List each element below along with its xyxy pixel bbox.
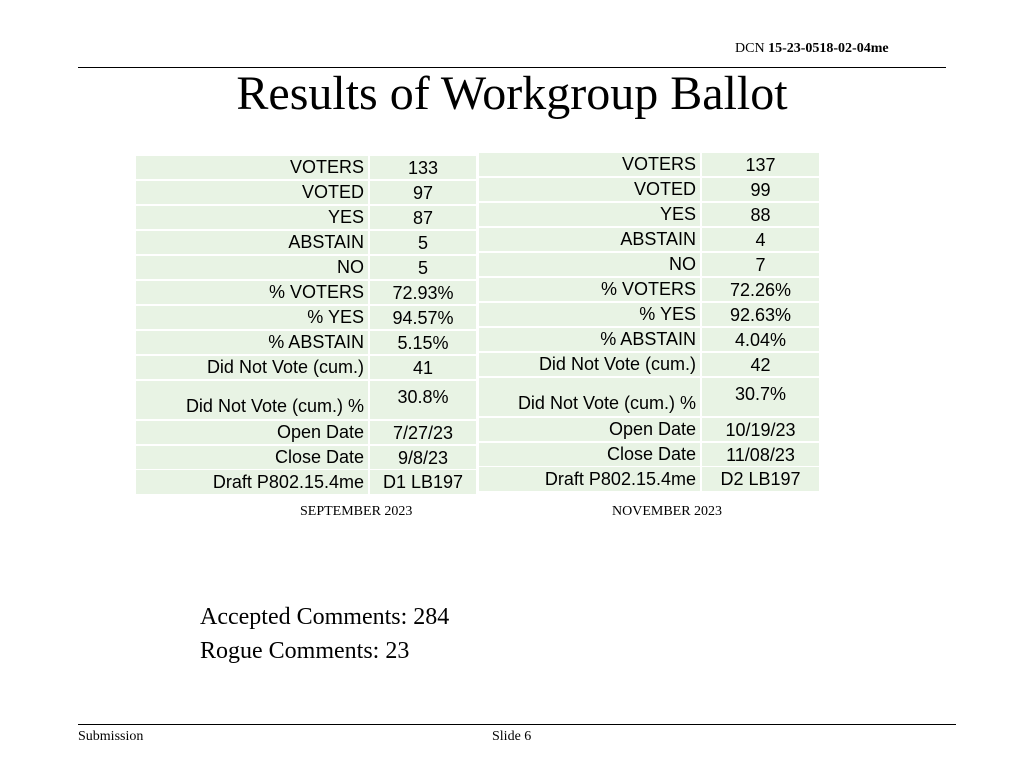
ballot-row-value: 92.63% bbox=[702, 303, 819, 326]
ballot-row-value: 87 bbox=[370, 206, 476, 229]
ballot-row-value: 97 bbox=[370, 181, 476, 204]
ballot-row-value: 42 bbox=[702, 353, 819, 376]
ballot-row bbox=[136, 206, 476, 229]
ballot-row-value: 5 bbox=[370, 256, 476, 279]
dcn-header bbox=[735, 41, 889, 57]
ballot-row-label: % ABSTAIN bbox=[479, 328, 702, 351]
ballot-row-value: 11/08/23 bbox=[702, 443, 819, 466]
footer-slide-number: Slide 6 bbox=[492, 729, 532, 744]
ballot-row bbox=[136, 421, 476, 444]
ballot-row bbox=[479, 278, 819, 301]
ballot-row-label: % VOTERS bbox=[136, 281, 370, 304]
ballot-row bbox=[479, 178, 819, 201]
ballot-row-value: 7 bbox=[702, 253, 819, 276]
ballot-row bbox=[136, 181, 476, 204]
ballot-row-label: VOTED bbox=[479, 178, 702, 201]
ballot-row-value: D2 LB197 bbox=[702, 467, 819, 491]
ballot-row-value: 133 bbox=[370, 156, 476, 179]
ballot-row bbox=[136, 381, 476, 419]
bottom-divider bbox=[78, 724, 956, 725]
slide-title: Results of Workgroup Ballot bbox=[236, 67, 788, 120]
ballot-row-label: % YES bbox=[479, 303, 702, 326]
ballot-row-label: Draft P802.15.4me bbox=[479, 467, 702, 491]
ballot-row-value: 30.7% bbox=[702, 378, 819, 416]
ballot-row-label: Did Not Vote (cum.) bbox=[479, 353, 702, 376]
ballot-row bbox=[479, 203, 819, 226]
ballot-row bbox=[136, 331, 476, 354]
rogue-comments: Rogue Comments: 23 bbox=[200, 638, 410, 664]
ballot-row-value: 5.15% bbox=[370, 331, 476, 354]
ballot-row bbox=[479, 353, 819, 376]
ballot-row-label: % VOTERS bbox=[479, 278, 702, 301]
ballot-row-label: VOTERS bbox=[136, 156, 370, 179]
ballot-row bbox=[479, 228, 819, 251]
ballot-row-value: 88 bbox=[702, 203, 819, 226]
ballot-row bbox=[479, 303, 819, 326]
ballot-row-label: Draft P802.15.4me bbox=[136, 470, 370, 494]
ballot-row bbox=[136, 256, 476, 279]
ballot-row-value: 9/8/23 bbox=[370, 446, 476, 469]
ballot-row bbox=[136, 356, 476, 379]
ballot-row-label: Did Not Vote (cum.) bbox=[136, 356, 370, 379]
ballot-row bbox=[479, 328, 819, 351]
ballot-table-september bbox=[136, 156, 476, 494]
ballot-row bbox=[136, 156, 476, 179]
ballot-row-label: ABSTAIN bbox=[136, 231, 370, 254]
ballot-row bbox=[136, 281, 476, 304]
ballot-row bbox=[479, 253, 819, 276]
ballot-row-label: VOTERS bbox=[479, 153, 702, 176]
ballot-row bbox=[136, 446, 476, 469]
ballot-row-value: 94.57% bbox=[370, 306, 476, 329]
ballot-row bbox=[479, 443, 819, 466]
ballot-table-november bbox=[479, 153, 819, 491]
ballot-row-label: % YES bbox=[136, 306, 370, 329]
ballot-row-label: Close Date bbox=[479, 443, 702, 466]
ballot-row bbox=[479, 467, 819, 491]
ballot-row-value: 137 bbox=[702, 153, 819, 176]
ballot-row bbox=[136, 306, 476, 329]
dcn-number: 15-23-0518-02-04me bbox=[768, 41, 889, 56]
ballot-row bbox=[136, 470, 476, 494]
ballot-row-value: 10/19/23 bbox=[702, 418, 819, 441]
caption-november: NOVEMBER 2023 bbox=[612, 504, 723, 519]
ballot-row-value: 30.8% bbox=[370, 381, 476, 419]
ballot-row-label: Did Not Vote (cum.) % bbox=[136, 381, 370, 419]
ballot-row bbox=[479, 153, 819, 176]
ballot-row-label: YES bbox=[136, 206, 370, 229]
ballot-row-label: % ABSTAIN bbox=[136, 331, 370, 354]
ballot-row-value: 5 bbox=[370, 231, 476, 254]
ballot-row-value: 7/27/23 bbox=[370, 421, 476, 444]
ballot-row-label: NO bbox=[479, 253, 702, 276]
ballot-row-value: 72.26% bbox=[702, 278, 819, 301]
ballot-row-label: Did Not Vote (cum.) % bbox=[479, 378, 702, 416]
ballot-row-label: YES bbox=[479, 203, 702, 226]
caption-september: SEPTEMBER 2023 bbox=[300, 504, 413, 519]
ballot-row-value: D1 LB197 bbox=[370, 470, 476, 494]
ballot-row-value: 41 bbox=[370, 356, 476, 379]
ballot-row-label: Close Date bbox=[136, 446, 370, 469]
ballot-row bbox=[479, 378, 819, 416]
ballot-row-label: NO bbox=[136, 256, 370, 279]
ballot-row-value: 99 bbox=[702, 178, 819, 201]
ballot-row-value: 72.93% bbox=[370, 281, 476, 304]
footer-submission: Submission bbox=[78, 729, 144, 744]
dcn-prefix: DCN bbox=[735, 41, 765, 56]
ballot-row bbox=[479, 418, 819, 441]
ballot-row-value: 4 bbox=[702, 228, 819, 251]
ballot-row-label: VOTED bbox=[136, 181, 370, 204]
comments-summary bbox=[200, 600, 449, 668]
ballot-row-value: 4.04% bbox=[702, 328, 819, 351]
accepted-comments: Accepted Comments: 284 bbox=[200, 604, 450, 630]
ballot-row-label: ABSTAIN bbox=[479, 228, 702, 251]
ballot-row bbox=[136, 231, 476, 254]
ballot-row-label: Open Date bbox=[136, 421, 370, 444]
ballot-row-label: Open Date bbox=[479, 418, 702, 441]
